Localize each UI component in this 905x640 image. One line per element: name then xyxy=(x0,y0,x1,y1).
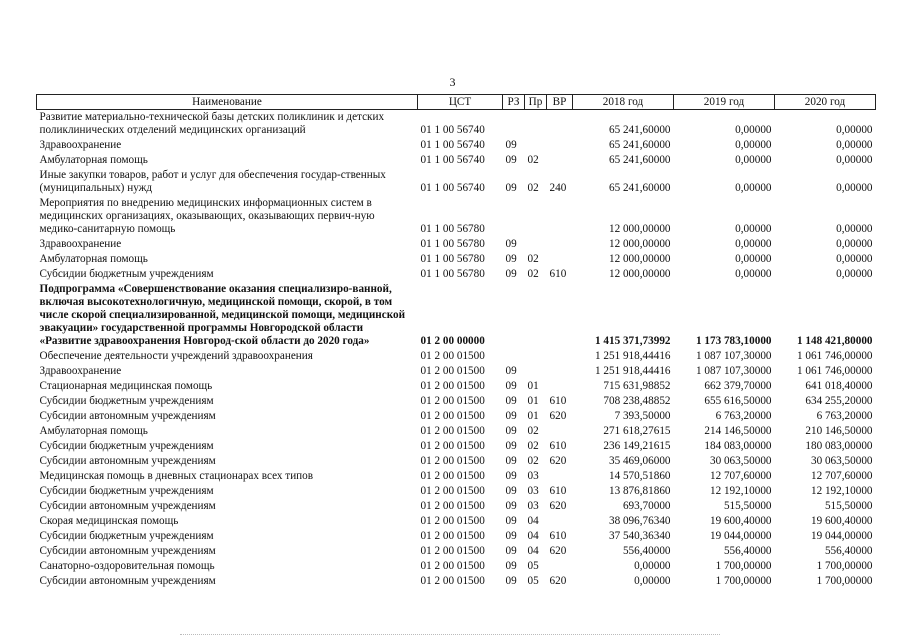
cell-cst: 01 2 00 01500 xyxy=(420,365,485,377)
cell-rz: 09 xyxy=(505,545,517,557)
cell-2020: 180 083,00000 xyxy=(805,440,873,452)
cell-2018: 13 876,81860 xyxy=(608,485,671,497)
cell-2019: 1 087 107,30000 xyxy=(695,365,772,377)
cell-2019: 0,00000 xyxy=(735,268,772,280)
cell-pr: 03 xyxy=(527,485,539,497)
cell-2020: 0,00000 xyxy=(836,223,873,235)
cell-2018: 12 000,00000 xyxy=(608,253,671,265)
cell-name: Амбулаторная помощь xyxy=(39,154,148,166)
cell-2018: 38 096,76340 xyxy=(608,515,671,527)
cell-pr: 04 xyxy=(527,515,539,527)
cell-pr: 02 xyxy=(527,182,539,194)
cell-rz: 09 xyxy=(505,575,517,587)
cell-rz xyxy=(503,196,525,237)
cell-2019: 184 083,00000 xyxy=(704,440,772,452)
cell-2020: 0,00000 xyxy=(836,154,873,166)
cell-cst: 01 2 00 01500 xyxy=(420,485,485,497)
cell-cst: 01 2 00 01500 xyxy=(420,470,485,482)
cell-pr: 02 xyxy=(527,440,539,452)
cell-2020: 0,00000 xyxy=(836,238,873,250)
cell-2020: 0,00000 xyxy=(836,182,873,194)
cell-2020: 1 700,00000 xyxy=(816,575,873,587)
cell-vr xyxy=(547,514,573,529)
cell-2019: 12 707,60000 xyxy=(709,470,772,482)
table-row xyxy=(37,364,876,379)
table-row xyxy=(37,196,876,237)
cell-vr xyxy=(547,138,573,153)
cell-name: Здравоохранение xyxy=(39,139,122,151)
cell-2020: 6 763,20000 xyxy=(816,410,873,422)
cell-2019: 19 044,00000 xyxy=(709,530,772,542)
cell-pr: 02 xyxy=(527,425,539,437)
cell-2019: 655 616,50000 xyxy=(704,395,772,407)
cell-2019: 0,00000 xyxy=(735,253,772,265)
table-row xyxy=(37,110,876,139)
page-number: 3 xyxy=(449,75,456,89)
cell-2020: 634 255,20000 xyxy=(805,395,873,407)
cell-2019: 1 700,00000 xyxy=(715,575,772,587)
budget-table xyxy=(36,94,876,589)
header-rz: РЗ xyxy=(503,95,525,110)
cell-2020: 0,00000 xyxy=(836,124,873,136)
cell-vr: 610 xyxy=(549,268,567,280)
cell-2020: 1 148 421,80000 xyxy=(796,335,873,347)
header-2019: 2019 год xyxy=(674,95,775,110)
table-row xyxy=(37,469,876,484)
cell-name: Иные закупки товаров, работ и услуг для обеспечения государ-ственных (муниципальных) нужд xyxy=(39,169,386,194)
table-row xyxy=(37,168,876,196)
table-row xyxy=(37,267,876,282)
cell-rz: 09 xyxy=(505,500,517,512)
cell-rz: 09 xyxy=(505,154,517,166)
cell-pr: 01 xyxy=(527,380,539,392)
cell-rz: 09 xyxy=(505,395,517,407)
cell-vr xyxy=(547,349,573,364)
table-row xyxy=(37,439,876,454)
cell-2020: 12 192,10000 xyxy=(810,485,873,497)
cell-2020: 1 700,00000 xyxy=(816,560,873,572)
cell-2018: 0,00000 xyxy=(634,575,671,587)
cell-rz: 09 xyxy=(505,440,517,452)
cell-vr xyxy=(547,379,573,394)
cell-name: Субсидии автономным учреждениям xyxy=(39,500,216,512)
cell-vr: 620 xyxy=(549,455,567,467)
cell-pr: 04 xyxy=(527,530,539,542)
cell-name: Санаторно-оздоровительная помощь xyxy=(39,560,215,572)
cell-2020: 556,40000 xyxy=(824,545,873,557)
cell-2019: 662 379,70000 xyxy=(704,380,772,392)
header-2018: 2018 год xyxy=(573,95,674,110)
cell-cst: 01 2 00 01500 xyxy=(420,425,485,437)
cell-cst: 01 2 00 01500 xyxy=(420,560,485,572)
cell-cst: 01 2 00 01500 xyxy=(420,455,485,467)
table-row xyxy=(37,499,876,514)
cell-name: Субсидии бюджетным учреждениям xyxy=(39,268,214,280)
cell-rz xyxy=(503,349,525,364)
cell-cst: 01 1 00 56740 xyxy=(420,182,485,194)
cell-2018: 271 618,27615 xyxy=(603,425,671,437)
cell-pr: 01 xyxy=(527,395,539,407)
cell-2018: 236 149,21615 xyxy=(603,440,671,452)
cell-2020: 30 063,50000 xyxy=(810,455,873,467)
cell-name: Субсидии автономным учреждениям xyxy=(39,575,216,587)
cell-2019: 6 763,20000 xyxy=(715,410,772,422)
cell-vr xyxy=(547,282,573,349)
table-row xyxy=(37,153,876,168)
cell-2019: 1 173 783,10000 xyxy=(695,335,772,347)
cell-rz: 09 xyxy=(505,560,517,572)
table-row xyxy=(37,454,876,469)
cell-2018: 1 251 918,44416 xyxy=(594,365,671,377)
cell-cst: 01 2 00 01500 xyxy=(420,545,485,557)
cell-name: Амбулаторная помощь xyxy=(39,253,148,265)
cell-vr xyxy=(547,252,573,267)
cell-2018: 693,70000 xyxy=(622,500,671,512)
cell-cst: 01 1 00 56740 xyxy=(420,154,485,166)
cell-cst: 01 2 00 01500 xyxy=(420,395,485,407)
header-cst: ЦСТ xyxy=(418,95,503,110)
cell-vr xyxy=(547,424,573,439)
cell-name: Субсидии бюджетным учреждениям xyxy=(39,485,214,497)
cell-vr: 240 xyxy=(549,182,567,194)
cell-2018: 1 251 918,44416 xyxy=(594,350,671,362)
cell-vr xyxy=(547,196,573,237)
cell-name: Скорая медицинская помощь xyxy=(39,515,179,527)
cell-cst: 01 1 00 56780 xyxy=(420,268,485,280)
cell-name: Подпрограмма «Совершенствование оказания специализиро-ванной, включая высокотехнологичную, медицинской помощи, скорой, в том числе скорой специализированной, медицинской помощи, медицинской эвакуации» государственной программы Новгородской области «Развитие здравоохранения Новгород-ской области до 2020 года» xyxy=(39,283,406,347)
cell-pr: 05 xyxy=(527,560,539,572)
cell-pr xyxy=(525,364,547,379)
table-row xyxy=(37,237,876,252)
cell-2019: 0,00000 xyxy=(735,139,772,151)
cell-rz: 09 xyxy=(505,515,517,527)
cell-rz: 09 xyxy=(505,365,517,377)
table-row xyxy=(37,559,876,574)
cell-cst: 01 2 00 01500 xyxy=(420,500,485,512)
cell-vr xyxy=(547,469,573,484)
cell-cst: 01 1 00 56780 xyxy=(420,238,485,250)
cell-2019: 12 192,10000 xyxy=(709,485,772,497)
cell-2020: 515,50000 xyxy=(824,500,873,512)
cell-rz: 09 xyxy=(505,268,517,280)
cell-pr: 03 xyxy=(527,500,539,512)
cell-2019: 0,00000 xyxy=(735,238,772,250)
table-row xyxy=(37,529,876,544)
cell-vr: 620 xyxy=(549,500,567,512)
cell-2019: 30 063,50000 xyxy=(709,455,772,467)
cell-rz: 09 xyxy=(505,470,517,482)
cell-cst: 01 1 00 56780 xyxy=(420,223,485,235)
cell-2018: 12 000,00000 xyxy=(608,223,671,235)
cell-2019: 0,00000 xyxy=(735,124,772,136)
cell-name: Субсидии автономным учреждениям xyxy=(39,410,216,422)
cell-pr xyxy=(525,110,547,139)
cell-vr xyxy=(547,110,573,139)
cell-name: Субсидии бюджетным учреждениям xyxy=(39,395,214,407)
header-2020: 2020 год xyxy=(775,95,876,110)
cell-name: Субсидии бюджетным учреждениям xyxy=(39,530,214,542)
cell-rz: 09 xyxy=(505,410,517,422)
cell-2019: 1 700,00000 xyxy=(715,560,772,572)
cell-name: Субсидии автономным учреждениям xyxy=(39,545,216,557)
cell-pr: 02 xyxy=(527,455,539,467)
table-body xyxy=(37,110,876,590)
table-row xyxy=(37,138,876,153)
cell-name: Амбулаторная помощь xyxy=(39,425,148,437)
cell-cst: 01 2 00 01500 xyxy=(420,350,485,362)
cell-2020: 0,00000 xyxy=(836,253,873,265)
cell-pr: 05 xyxy=(527,575,539,587)
cell-rz: 09 xyxy=(505,139,517,151)
cell-name: Мероприятия по внедрению медицинских информационных систем в медицинских организациях, оказывающих, оказывающих первич-ную медико-санитарную помощь xyxy=(39,197,375,235)
cell-name: Медицинская помощь в дневных стационарах всех типов xyxy=(39,470,314,482)
cell-name: Здравоохранение xyxy=(39,238,122,250)
table-row xyxy=(37,544,876,559)
cell-vr: 620 xyxy=(549,410,567,422)
cell-vr: 610 xyxy=(549,440,567,452)
cell-2020: 1 061 746,00000 xyxy=(796,350,873,362)
cell-pr: 02 xyxy=(527,154,539,166)
cell-cst: 01 2 00 01500 xyxy=(420,410,485,422)
cell-2018: 65 241,60000 xyxy=(608,154,671,166)
cell-name: Субсидии бюджетным учреждениям xyxy=(39,440,214,452)
cell-cst: 01 2 00 00000 xyxy=(420,335,485,347)
cell-rz: 09 xyxy=(505,380,517,392)
cell-cst: 01 1 00 56740 xyxy=(420,139,485,151)
cell-2018: 556,40000 xyxy=(622,545,671,557)
cell-vr: 620 xyxy=(549,545,567,557)
cell-2020: 19 044,00000 xyxy=(810,530,873,542)
cell-2019: 214 146,50000 xyxy=(704,425,772,437)
cell-pr: 03 xyxy=(527,470,539,482)
table-row xyxy=(37,409,876,424)
cell-pr xyxy=(525,196,547,237)
cell-2018: 12 000,00000 xyxy=(608,238,671,250)
table-row xyxy=(37,484,876,499)
cell-2019: 515,50000 xyxy=(723,500,772,512)
cell-2018: 708 238,48852 xyxy=(603,395,671,407)
cell-2018: 65 241,60000 xyxy=(608,139,671,151)
cell-2018: 0,00000 xyxy=(634,560,671,572)
cell-cst: 01 2 00 01500 xyxy=(420,530,485,542)
cell-2019: 0,00000 xyxy=(735,154,772,166)
cell-rz xyxy=(503,110,525,139)
cell-cst: 01 2 00 01500 xyxy=(420,440,485,452)
cell-vr xyxy=(547,153,573,168)
cell-2019: 0,00000 xyxy=(735,182,772,194)
cell-rz: 09 xyxy=(505,182,517,194)
table-header xyxy=(37,95,876,110)
cell-rz: 09 xyxy=(505,485,517,497)
cell-rz: 09 xyxy=(505,530,517,542)
cell-name: Субсидии автономным учреждениям xyxy=(39,455,216,467)
cell-name: Развитие материально-технической базы детских поликлиник и детских поликлинических отделений медицинских организаций xyxy=(39,111,385,136)
cell-2018: 1 415 371,73992 xyxy=(594,335,671,347)
cell-2018: 7 393,50000 xyxy=(614,410,671,422)
cell-name: Обеспечение деятельности учреждений здравоохранения xyxy=(39,350,313,362)
cell-vr xyxy=(547,364,573,379)
cell-2020: 12 707,60000 xyxy=(810,470,873,482)
cell-pr: 01 xyxy=(527,410,539,422)
cell-2018: 37 540,36340 xyxy=(608,530,671,542)
scan-artifact xyxy=(180,634,720,636)
cell-pr xyxy=(525,282,547,349)
cell-cst: 01 2 00 01500 xyxy=(420,515,485,527)
cell-pr xyxy=(525,237,547,252)
cell-2020: 0,00000 xyxy=(836,268,873,280)
table-row xyxy=(37,394,876,409)
cell-rz: 09 xyxy=(505,253,517,265)
cell-2019: 556,40000 xyxy=(723,545,772,557)
cell-2018: 12 000,00000 xyxy=(608,268,671,280)
table-row xyxy=(37,282,876,349)
header-name: Наименование xyxy=(37,95,418,110)
cell-rz: 09 xyxy=(505,425,517,437)
cell-vr: 610 xyxy=(549,395,567,407)
cell-vr: 620 xyxy=(549,575,567,587)
table-row xyxy=(37,349,876,364)
table-row xyxy=(37,379,876,394)
cell-vr: 610 xyxy=(549,530,567,542)
cell-pr: 02 xyxy=(527,253,539,265)
cell-cst: 01 1 00 56780 xyxy=(420,253,485,265)
cell-pr xyxy=(525,138,547,153)
table-row xyxy=(37,514,876,529)
cell-2018: 715 631,98852 xyxy=(603,380,671,392)
cell-name: Стационарная медицинская помощь xyxy=(39,380,213,392)
cell-vr xyxy=(547,237,573,252)
table-row xyxy=(37,424,876,439)
cell-2019: 1 087 107,30000 xyxy=(695,350,772,362)
header-vr: ВР xyxy=(547,95,573,110)
cell-rz: 09 xyxy=(505,238,517,250)
cell-pr: 04 xyxy=(527,545,539,557)
cell-2020: 0,00000 xyxy=(836,139,873,151)
cell-2018: 35 469,06000 xyxy=(608,455,671,467)
cell-pr xyxy=(525,349,547,364)
cell-cst: 01 2 00 01500 xyxy=(420,380,485,392)
cell-rz: 09 xyxy=(505,455,517,467)
cell-name: Здравоохранение xyxy=(39,365,122,377)
cell-2019: 0,00000 xyxy=(735,223,772,235)
cell-2018: 65 241,60000 xyxy=(608,182,671,194)
cell-2020: 19 600,40000 xyxy=(810,515,873,527)
cell-2019: 19 600,40000 xyxy=(709,515,772,527)
table-row xyxy=(37,574,876,589)
cell-cst: 01 2 00 01500 xyxy=(420,575,485,587)
header-pr: Пр xyxy=(525,95,547,110)
cell-vr xyxy=(547,559,573,574)
table-row xyxy=(37,252,876,267)
cell-2018: 65 241,60000 xyxy=(608,124,671,136)
cell-2020: 1 061 746,00000 xyxy=(796,365,873,377)
cell-rz xyxy=(503,282,525,349)
cell-2020: 210 146,50000 xyxy=(805,425,873,437)
cell-pr: 02 xyxy=(527,268,539,280)
cell-vr: 610 xyxy=(549,485,567,497)
cell-2020: 641 018,40000 xyxy=(805,380,873,392)
cell-cst: 01 1 00 56740 xyxy=(420,124,485,136)
cell-2018: 14 570,51860 xyxy=(608,470,671,482)
